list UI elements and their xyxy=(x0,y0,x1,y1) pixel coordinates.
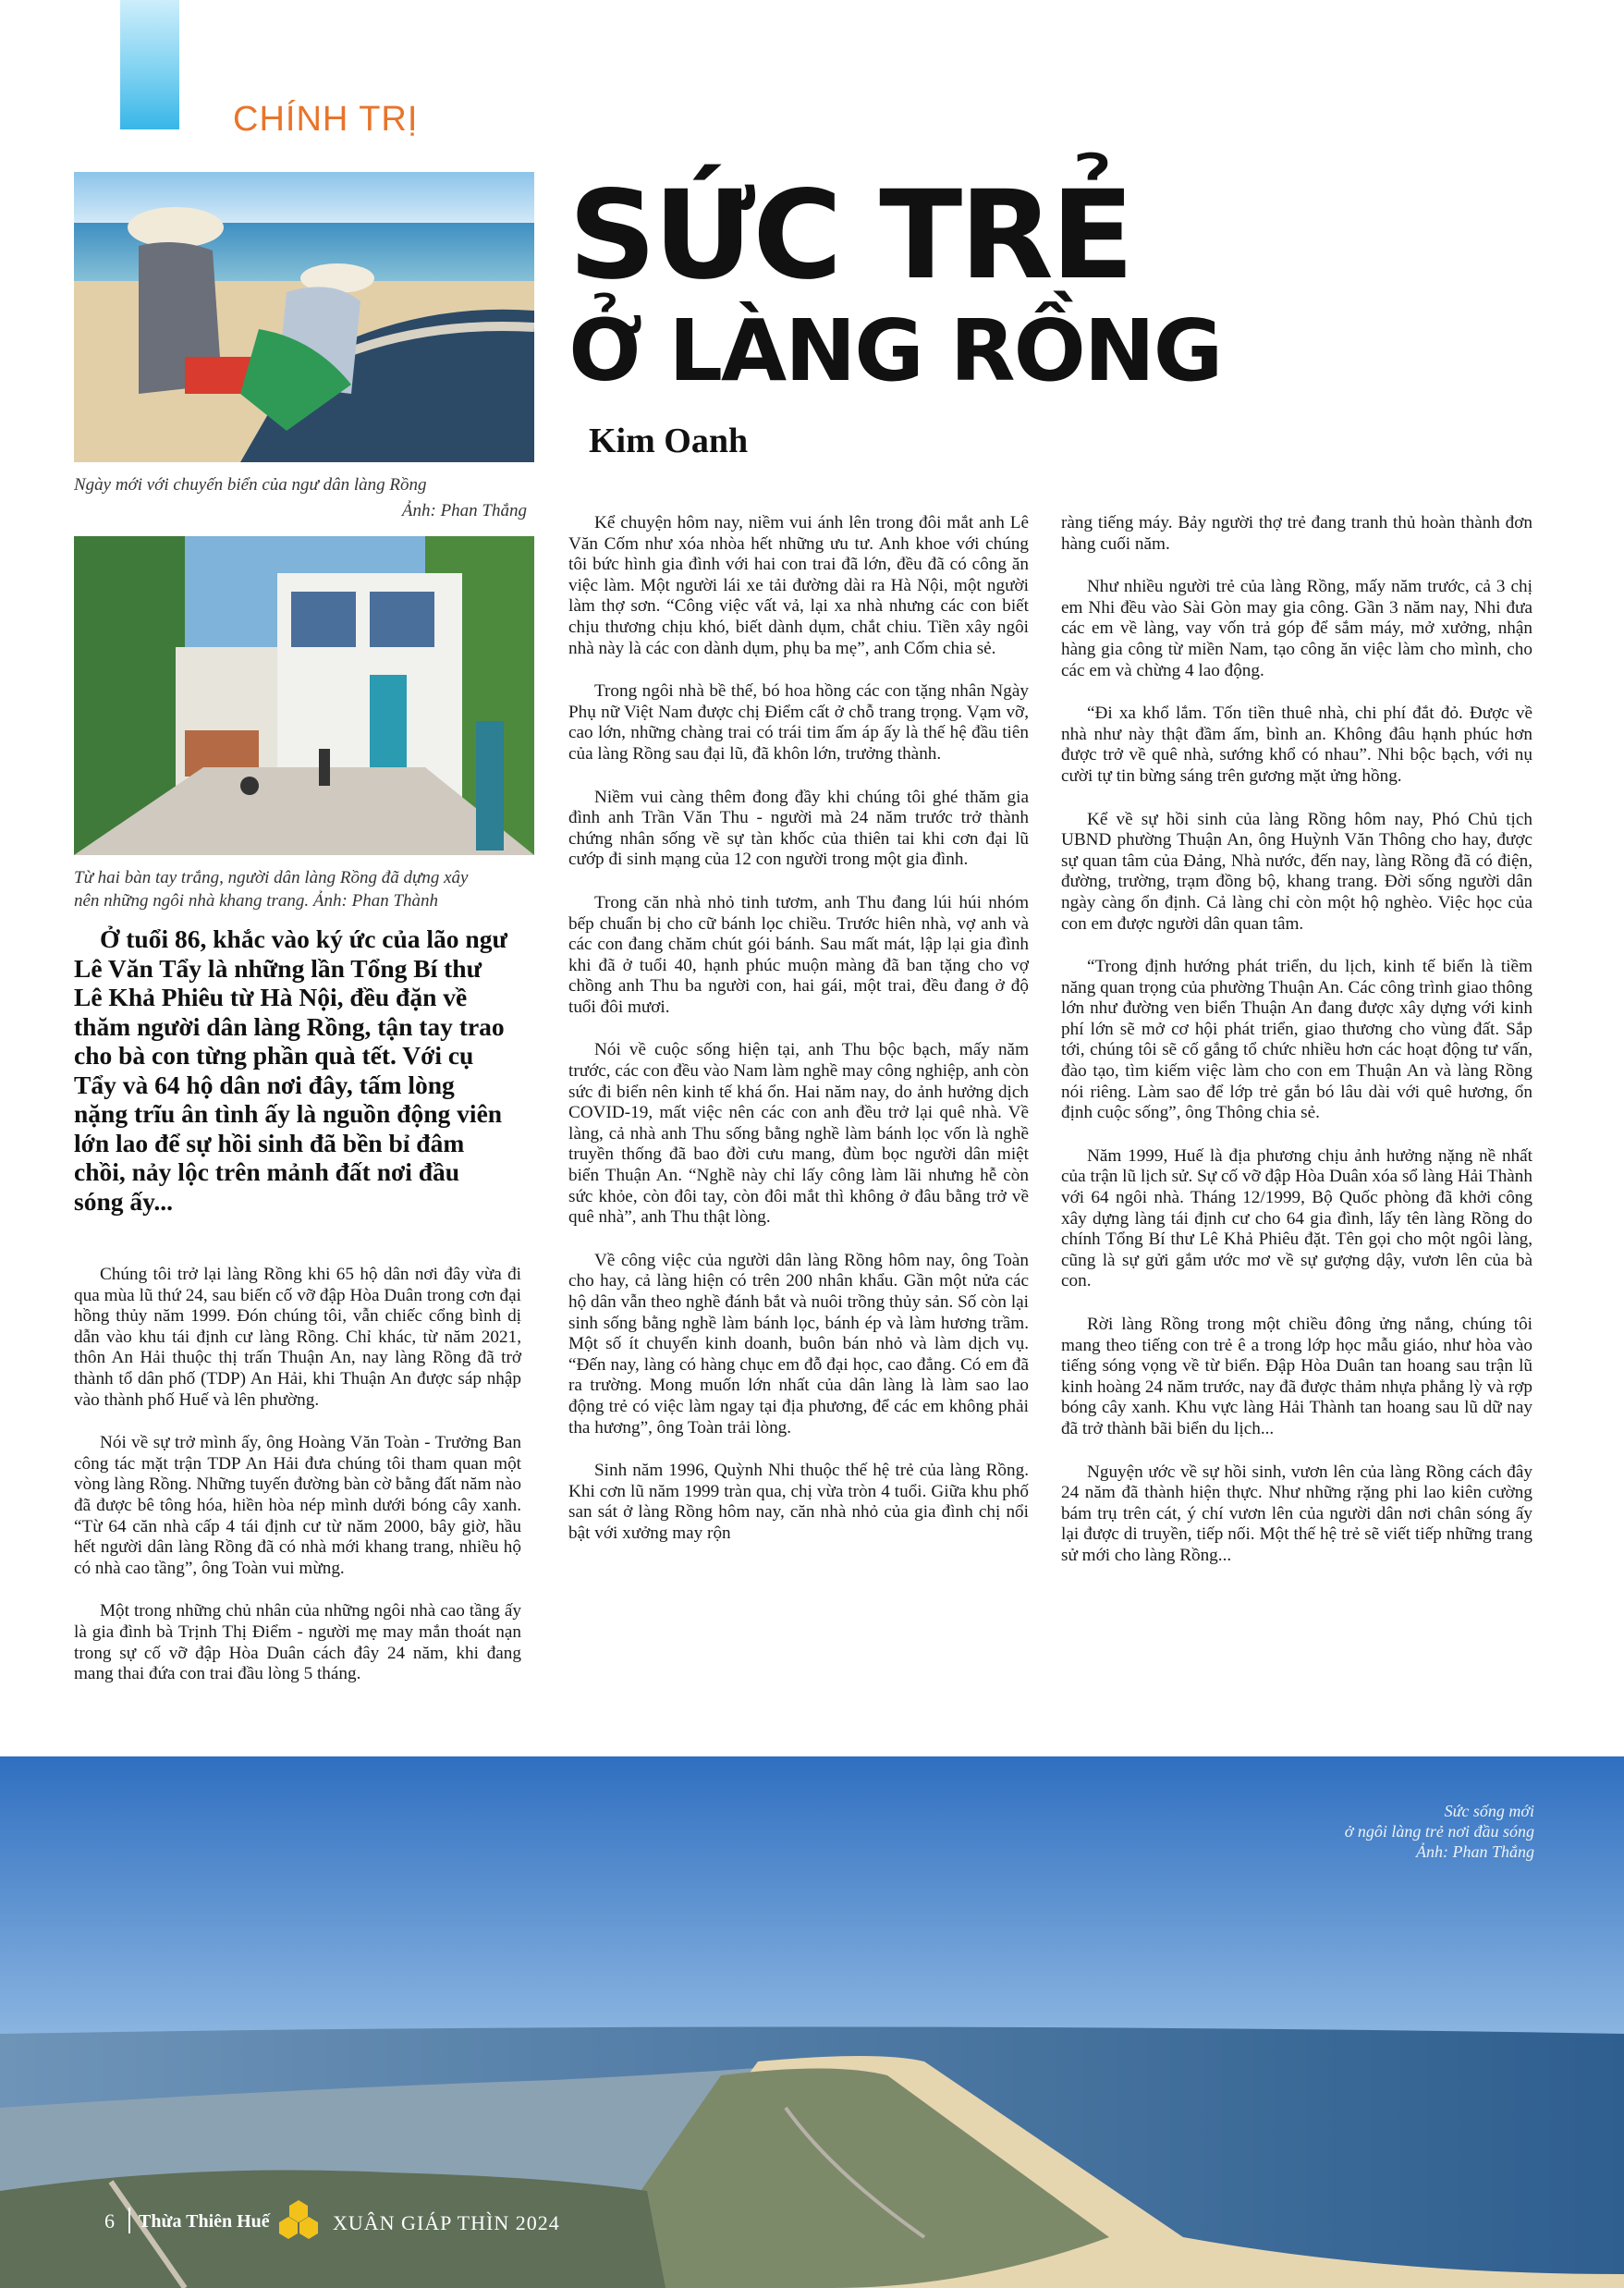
article-title-line2: Ở LÀNG RỒNG xyxy=(568,301,1222,400)
paragraph: “Đi xa khổ lắm. Tốn tiền thuê nhà, chi phí đắt đỏ. Được về nhà như này thật đầm ấm, bình an. Không đâu hạnh phúc hơn được trở về quê nhà, sướng khổ có nhau”. Nhi bộc bạch, với nụ cười tự tin bừng sáng trên gương mặt ửng hồng. xyxy=(1061,704,1532,786)
photo1-caption: Ngày mới với chuyến biển của ngư dân làng Rồng xyxy=(74,475,427,495)
section-label: CHÍNH TRỊ xyxy=(233,100,419,139)
paragraph: Như nhiều người trẻ của làng Rồng, mấy năm trước, cả 3 chị em Nhi đều vào Sài Gòn may gia công. Gần 3 năm nay, Nhi đưa các em về làng, vay vốn trả góp để sắm máy, mở xưởng, nhận hàng gia công từ miền Nam, tạo công ăn việc làm cho mình, cho các em và chừng 4 lao động. xyxy=(1061,577,1532,680)
body-column-2 xyxy=(568,513,1029,1567)
paragraph: Niềm vui càng thêm đong đầy khi chúng tôi ghé thăm gia đình anh Trần Văn Thu - người mà 24 năm trước trở thành chứng nhân sống về sự tàn khốc của thiên tai khi cơn đại lũ cướp đi sinh mạng của 12 con người trong một gia đình. xyxy=(568,787,1029,870)
footer-divider xyxy=(128,2208,130,2233)
paragraph: Sinh năm 1996, Quỳnh Nhi thuộc thế hệ trẻ của làng Rồng. Khi cơn lũ năm 1999 tràn qua, chị vừa tròn 4 tuổi. Giữa khu phố san sát ở làng Rồng hôm nay, căn nhà nhỏ của gia đình chị nổi bật với xưởng may rộn xyxy=(568,1461,1029,1543)
photo1-credit: Ảnh: Phan Thắng xyxy=(401,501,527,520)
header-accent-bar xyxy=(120,0,179,129)
lead-text: Ở tuổi 86, khắc vào ký ức của lão ngư Lê Văn Tẩy là những lần Tổng Bí thư Lê Khả Phiêu từ Hà Nội, đều đặn về thăm người dân làng Rồng, tận tay trao cho bà con từng phần quà tết. Với cụ Tẩy và 64 hộ dân nơi đây, tấm lòng nặng trĩu ân tình ấy là nguồn động viên lớn lao để sự hồi sinh đã bền bỉ đâm chồi, nảy lộc trên mảnh đất nơi đầu sóng ấy... xyxy=(74,924,507,1216)
paragraph: Năm 1999, Huế là địa phương chịu ảnh hưởng nặng nề nhất của trận lũ lịch sử. Sự cố vỡ đập Hòa Duân xóa sổ làng Hải Thành với 64 ngôi nhà. Tháng 12/1999, Bộ Quốc phòng đã khởi công xây dựng làng tái định cư cho 64 gia đình, lấy tên làng Rồng do chính Tổng Bí thư Lê Khả Phiêu đặt. Tên gọi cho một ngôi làng, cũng là sự gửi gắm ước mơ về sự gượng dậy, vươn lên của bà con. xyxy=(1061,1145,1532,1291)
photo2-caption-line2: nên những ngôi nhà khang trang. Ảnh: Phan Thành xyxy=(74,891,439,911)
paragraph: Một trong những chủ nhân của những ngôi nhà cao tầng ấy là gia đình bà Trịnh Thị Điểm - người mẹ may mắn thoát nạn trong sự cố vỡ đập Hòa Duân cách đây 24 năm, khi đang mang thai đứa con trai đầu lòng 5 tháng. xyxy=(74,1601,521,1684)
panorama-caption xyxy=(1276,1801,1534,1862)
paragraph: Rời làng Rồng trong một chiều đông ửng nắng, chúng tôi mang theo tiếng con trẻ ê a trong lớp học mẫu giáo, như hòa vào tiếng sóng vọng về từ biển. Đập Hòa Duân tan hoang sau trận lũ kinh hoàng 24 năm trước, nay đã được thảm nhựa phẳng lỳ và rợp bóng cây xanh. Khu vực làng Hải Thành tan hoang sau lũ dữ nay đã trở thành bãi biển du lịch... xyxy=(1061,1315,1532,1438)
photo-village-houses xyxy=(74,536,534,855)
honeycomb-logo-icon xyxy=(277,2198,320,2241)
photo-fishermen xyxy=(74,172,534,462)
page-number: 6 xyxy=(104,2209,115,2233)
paragraph: Nói về cuộc sống hiện tại, anh Thu bộc bạch, mấy năm trước, các con đều vào Nam làm nghề may công nghiệp, anh còn sức đi biển nên kinh tế khá ổn. Hai năm nay, do ảnh hưởng dịch COVID-19, mất việc nên các con anh đều trở lại quê nhà. Về làng, cả nhà anh Thu sống bằng nghề làm bánh lọc vốn là nghề truyền thống đã bao đời cưu mang, đùm bọc người dân miệt biển Thuận An. “Nghề này chỉ lấy công làm lãi nhưng hễ còn sức khỏe, còn đôi tay, còn đôi mắt thì không ở đâu bằng trở về quê nhà”, anh Thu thật lòng. xyxy=(568,1040,1029,1228)
lead-paragraph xyxy=(74,924,508,1216)
paragraph: Nguyện ước về sự hồi sinh, vươn lên của làng Rồng cách đây 24 năm đã thành hiện thực. Như những rặng phi lao kiên cường bám trụ trên cát, ý chí vươn lên của người dân nơi chân sóng ấy lại được di truyền, tiếp nối. Một thế hệ trẻ sẽ viết tiếp những trang sử mới cho làng Rồng... xyxy=(1061,1462,1532,1565)
paragraph: ràng tiếng máy. Bảy người thợ trẻ đang tranh thủ hoàn thành đơn hàng cuối năm. xyxy=(1061,513,1532,554)
author-byline: Kim Oanh xyxy=(589,422,749,460)
photo2-caption-line1: Từ hai bàn tay trắng, người dân làng Rồng đã dựng xây xyxy=(74,868,469,887)
magazine-name: Thừa Thiên Huế xyxy=(139,2211,270,2232)
paragraph: Về công việc của người dân làng Rồng hôm nay, ông Toàn cho hay, cả làng hiện có trên 200 nhân khẩu. Gần một nửa các hộ dân vẫn theo nghề đánh bắt và nuôi trồng thủy sản. Số còn lại sinh sống bằng nghề làm bánh lọc, bánh ép và làm hương trầm. Một số ít chuyển kinh doanh, buôn bán nhỏ và làm dịch vụ. “Đến nay, làng có hàng chục em đỗ đại học, cao đẳng. Có em đã ra trường. Mong muốn lớn nhất của dân làng là làm sao lao động trẻ có việc làm ngay tại địa phương, để các em không phải tha hương”, ông Toàn trải lòng. xyxy=(568,1250,1029,1438)
paragraph: Nói về sự trở mình ấy, ông Hoàng Văn Toàn - Trưởng Ban công tác mặt trận TDP An Hải đưa chúng tôi tham quan một vòng làng Rồng. Những tuyến đường bàn cờ bằng đất năm nào đã được bê tông hóa, hiền hòa nép mình dưới bóng cây xanh. “Từ 64 căn nhà cấp 4 tái định cư từ năm 2000, bây giờ, hầu hết người dân làng Rồng đã có nhà mới khang trang, nhiều hộ có nhà cao tầng”, ông Toàn vui mừng. xyxy=(74,1433,521,1578)
paragraph: Kể chuyện hôm nay, niềm vui ánh lên trong đôi mắt anh Lê Văn Cốm như xóa nhòa hết những ưu tư. Anh khoe với chúng tôi bức hình gia đình với hai con trai đã lớn, đều đã có công ăn việc làm. Một người lái xe tải đường dài ra Hà Nội, một người làm thợ sơn. “Công việc vất vả, lại xa nhà nhưng các con biết chịu thương chịu khó, biết dành dụm, chắt chiu. Tiền xây ngôi nhà này là các con dành dụm, phụ ba mẹ”, anh Cốm chia sẻ. xyxy=(568,513,1029,658)
panorama-caption-line2: ở ngôi làng trẻ nơi đầu sóng xyxy=(1344,1822,1534,1841)
panorama-caption-line1: Sức sống mới xyxy=(1444,1802,1534,1820)
paragraph: Trong ngôi nhà bề thế, bó hoa hồng các con tặng nhân Ngày Phụ nữ Việt Nam được chị Điểm cất ở chỗ trang trọng. Vạm vỡ, cao lớn, những chàng trai có trái tim ấm áp ấy là thế hệ đầu tiên của làng Rồng sau đại lũ, đã khôn lớn, trưởng thành. xyxy=(568,681,1029,764)
body-column-3 xyxy=(1061,513,1532,1589)
paragraph: Trong căn nhà nhỏ tinh tươm, anh Thu đang lúi húi nhóm bếp chuẩn bị cho cữ bánh lọc chiều. Trước hiên nhà, vợ anh và các con đang chăm chút gói bánh. Sau mất mát, lập lại gia đình khi đã ở tuổi 40, hạnh phúc muộn màng đã ban tặng cho vợ chồng anh Thu ba người con, hai gái, một trai, đều đang ở độ tuổi đôi mươi. xyxy=(568,892,1029,1017)
paragraph: “Trong định hướng phát triển, du lịch, kinh tế biển là tiềm năng quan trọng của phường Thuận An. Các công trình giao thông lớn như đường ven biển Thuận An đang được xây dựng với kinh phí lớn sẽ mở cơ hội phát triển, giao thương cho vùng đất. Sắp tới, chúng tôi sẽ cố gắng tổ chức nhiều hơn các hoạt động tư vấn, đào tạo, tìm kiếm việc làm cho con em Thuận An và làng Rồng nói riêng. Làm sao để lớp trẻ gắn bó lâu dài với quê hương, ổn định cuộc sống”, ông Thông chia sẻ. xyxy=(1061,957,1532,1123)
article-title-line1: SỨC TRẺ xyxy=(568,165,1132,307)
paragraph: Chúng tôi trở lại làng Rồng khi 65 hộ dân nơi đây vừa đi qua mùa lũ thứ 24, sau biến cố vỡ đập Hòa Duân trong cơn đại hồng thủy năm 1999. Đón chúng tôi, vẫn chiếc cổng bình dị dẫn vào khu tái định cư làng Rồng. Chỉ khác, từ năm 2021, thôn An Hải thuộc thị trấn Thuận An, nay làng Rồng đã trở thành tổ dân phố (TDP) An Hải, khi Thuận An được sáp nhập vào thành phố Huế và lên phường. xyxy=(74,1265,521,1410)
body-column-1 xyxy=(74,1265,521,1707)
panorama-caption-line3: Ảnh: Phan Thắng xyxy=(1416,1842,1534,1861)
edition-label: XUÂN GIÁP THÌN 2024 xyxy=(333,2211,560,2234)
paragraph: Kể về sự hồi sinh của làng Rồng hôm nay, Phó Chủ tịch UBND phường Thuận An, ông Huỳnh Văn Thông cho hay, được sự quan tâm của Đảng, Nhà nước, đến nay, làng Rồng đã có điện, đường, trường, trạm đồng bộ, khang trang. Đời sống người dân ngày càng ổn định. Cả làng chỉ còn một hộ nghèo. Việc học của con em được người dân quan tâm. xyxy=(1061,809,1532,934)
